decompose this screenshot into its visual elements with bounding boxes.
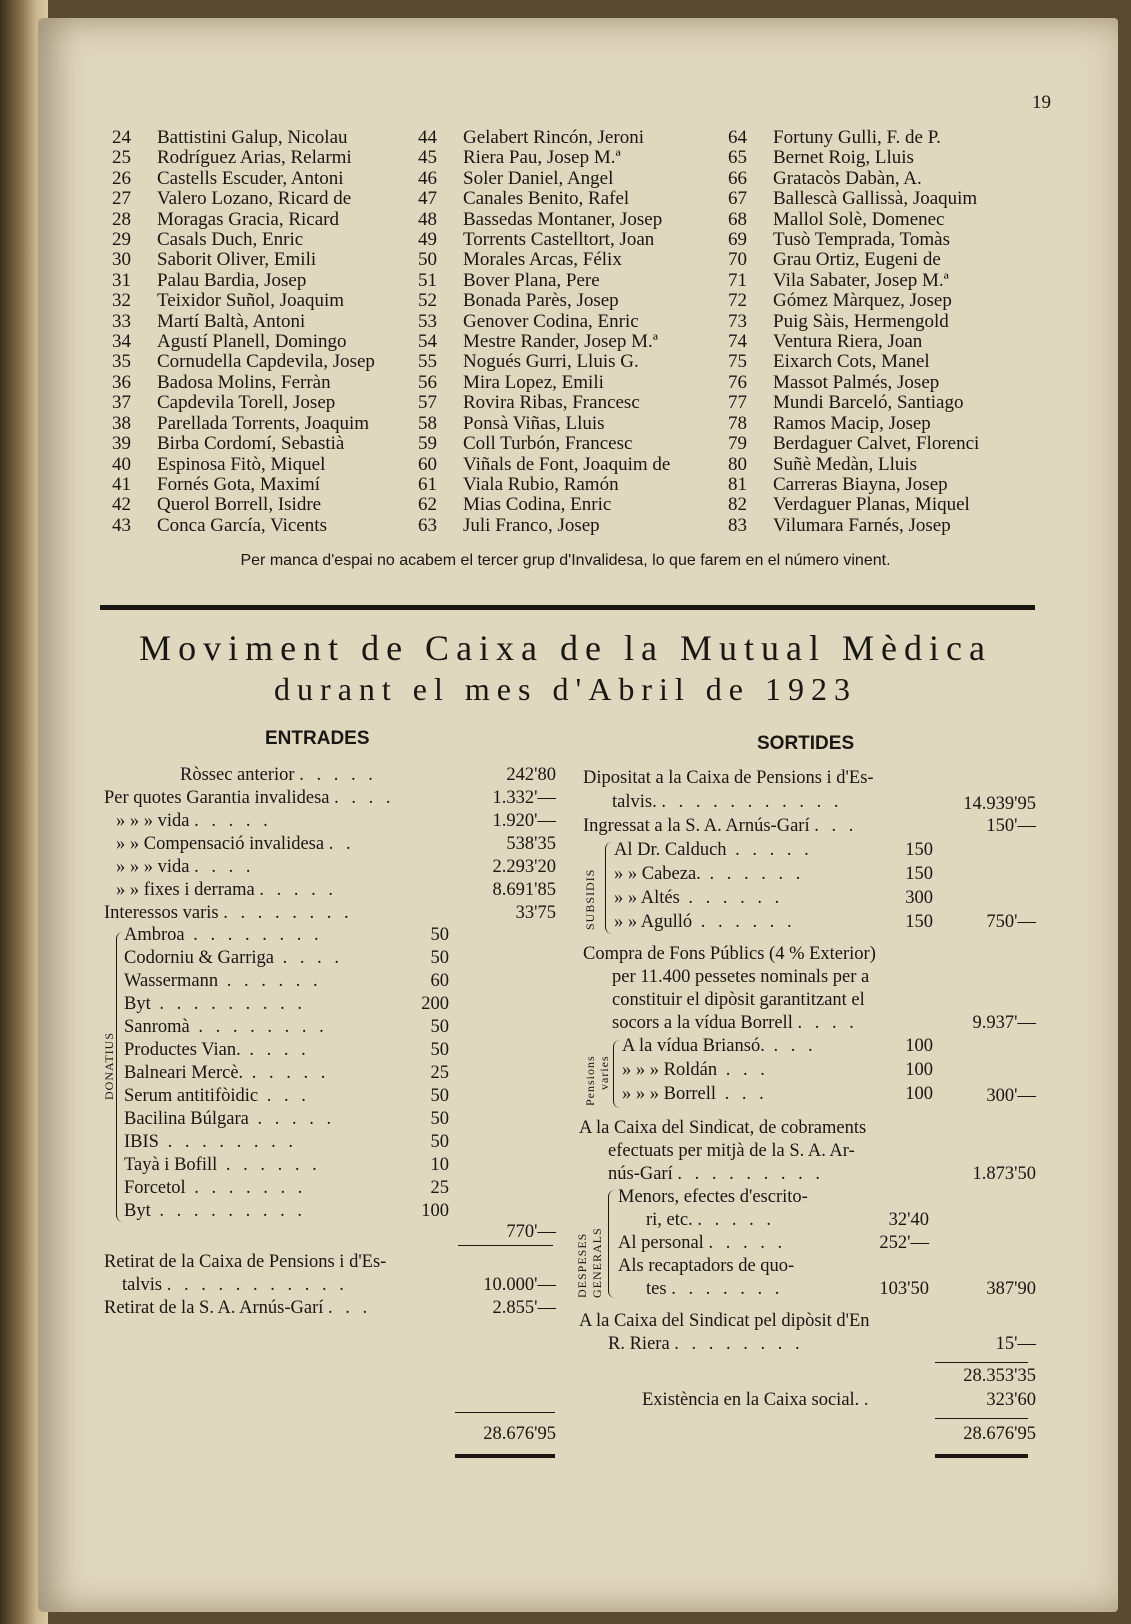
member-number: 76	[728, 371, 747, 393]
member-row	[418, 189, 670, 209]
donatiu-name: Forcetol . . . . . . .	[124, 1178, 307, 1198]
member-row	[112, 414, 375, 434]
member-name: Ponsà Viñas, Lluis	[463, 412, 605, 434]
subsidi-amount: 150	[905, 840, 933, 860]
member-row	[728, 169, 979, 189]
member-number: 29	[112, 229, 131, 251]
member-number: 31	[112, 269, 131, 291]
member-name: Rodríguez Arias, Relarmi	[157, 147, 352, 169]
pension-amount: 100	[905, 1036, 933, 1056]
entry-amount: 1.332'—	[492, 788, 556, 808]
member-row	[418, 352, 670, 372]
member-row	[728, 516, 979, 536]
member-row	[112, 475, 375, 495]
despeses-label: GENERALS	[590, 1227, 604, 1298]
member-row	[112, 189, 375, 209]
entry-label: » » » vida . . . . .	[116, 811, 272, 831]
member-row	[112, 516, 375, 536]
member-name: Casals Duch, Enric	[157, 229, 304, 251]
donatiu-name: Tayà i Bofill . . . . . .	[124, 1155, 321, 1175]
member-row	[728, 475, 979, 495]
member-number: 75	[728, 351, 747, 373]
entry-amount: 1.873'50	[972, 1164, 1036, 1184]
subsidi-name: » » Agulló . . . . . .	[614, 912, 796, 932]
member-name: Moragas Gracia, Ricard	[157, 208, 340, 230]
member-name: Ventura Riera, Joan	[773, 331, 923, 353]
pension-name: » » » Borrell . . .	[622, 1084, 768, 1104]
member-name: Gómez Màrquez, Josep	[773, 290, 952, 312]
donatiu-amount: 25	[430, 1063, 449, 1083]
member-row	[728, 291, 979, 311]
member-number: 26	[112, 167, 131, 189]
member-name: Saborit Oliver, Emili	[157, 249, 317, 271]
member-name: Bonada Parès, Josep	[463, 290, 619, 312]
entry-label: Retirat de la Caixa de Pensions i d'Es-	[104, 1252, 387, 1272]
member-number: 62	[418, 494, 437, 516]
member-row	[728, 250, 979, 270]
pension-amount: 100	[905, 1084, 933, 1104]
member-name: Mira Lopez, Emili	[463, 371, 604, 393]
entry-label: Als recaptadors de quo-	[618, 1256, 795, 1276]
entry-amount: 323'60	[986, 1390, 1036, 1410]
member-number: 33	[112, 310, 131, 332]
member-number: 34	[112, 331, 131, 353]
sortides-subtotal: 28.353'35	[963, 1366, 1036, 1386]
subsidis-label: SUBSIDIS	[583, 868, 597, 930]
member-name: Querol Borrell, Isidre	[157, 494, 322, 516]
entry-amount: 9.937'—	[972, 1013, 1036, 1033]
donatius-bracket	[116, 932, 123, 1222]
entry-label: Al personal . . . . .	[618, 1233, 787, 1253]
donatiu-name: Ambroa . . . . . . . .	[124, 925, 323, 945]
entry-label: » » fixes i derrama . . . . .	[116, 880, 337, 900]
member-row	[728, 393, 979, 413]
member-row	[728, 271, 979, 291]
despeses-total: 387'90	[986, 1279, 1036, 1299]
member-row	[112, 352, 375, 372]
entry-amount: 1.920'—	[492, 811, 556, 831]
member-row	[728, 332, 979, 352]
member-number: 39	[112, 433, 131, 455]
entry-label: Ròssec anterior . . . . .	[180, 765, 377, 785]
member-row	[112, 312, 375, 332]
member-row	[112, 455, 375, 475]
member-name: Torrents Castelltort, Joan	[463, 229, 655, 251]
member-number: 81	[728, 473, 747, 495]
donatiu-name: Bacilina Búlgara . . . . .	[124, 1109, 336, 1129]
member-name: Conca García, Vicents	[157, 514, 327, 536]
donatiu-amount: 50	[430, 1132, 449, 1152]
member-row	[418, 291, 670, 311]
member-row	[112, 250, 375, 270]
member-row	[418, 414, 670, 434]
member-row	[728, 434, 979, 454]
donatiu-name: Productes Vian. . . . .	[124, 1040, 310, 1060]
member-name: Fornés Gota, Maximí	[157, 473, 321, 495]
entry-amount: 2.293'20	[492, 857, 556, 877]
entry-amount: 242'80	[506, 765, 556, 785]
member-name: Ballescà Gallissà, Joaquim	[773, 188, 978, 210]
member-number: 55	[418, 351, 437, 373]
subsidis-total: 750'—	[986, 912, 1036, 932]
sum-line	[458, 1245, 553, 1246]
member-name: Ramos Macip, Josep	[773, 412, 931, 434]
member-name: Cornudella Capdevila, Josep	[157, 351, 375, 373]
donatiu-name: Sanromà . . . . . . . .	[124, 1017, 328, 1037]
member-name: Capdevila Torell, Josep	[157, 392, 336, 414]
member-row	[728, 312, 979, 332]
member-row	[418, 475, 670, 495]
member-name: Eixarch Cots, Manel	[773, 351, 930, 373]
member-row	[112, 169, 375, 189]
sum-line	[455, 1412, 555, 1413]
member-row	[418, 230, 670, 250]
member-row	[418, 312, 670, 332]
member-number: 53	[418, 310, 437, 332]
donatiu-amount: 50	[430, 925, 449, 945]
member-number: 25	[112, 147, 131, 169]
entry-label: constituir el dipòsit garantitzant el	[612, 990, 865, 1010]
member-number: 28	[112, 208, 131, 230]
member-row	[112, 393, 375, 413]
member-number: 70	[728, 249, 747, 271]
member-number: 44	[418, 127, 437, 148]
donatiu-name: Balneari Mercè. . . . . .	[124, 1063, 330, 1083]
donatiu-name: Byt . . . . . . . . .	[124, 994, 306, 1014]
member-number: 63	[418, 514, 437, 536]
member-row	[418, 434, 670, 454]
member-number: 72	[728, 290, 747, 312]
member-number: 67	[728, 188, 747, 210]
entry-label: socors a la vídua Borrell . . . .	[612, 1013, 858, 1033]
entry-label: Existència en la Caixa social. .	[642, 1390, 873, 1410]
member-name: Viala Rubio, Ramón	[463, 473, 619, 495]
member-number: 51	[418, 269, 437, 291]
entry-label: A la Caixa del Sindicat pel dipòsit d'En	[579, 1311, 870, 1331]
member-number: 54	[418, 331, 437, 353]
member-number: 47	[418, 188, 437, 210]
member-number: 79	[728, 433, 747, 455]
subsidi-name: Al Dr. Calduch . . . . .	[614, 840, 813, 860]
page-number: 19	[1032, 92, 1051, 113]
member-number: 46	[418, 167, 437, 189]
entry-label: Menors, efectes d'escrito-	[618, 1187, 808, 1207]
despeses-bracket	[608, 1190, 615, 1298]
member-row	[418, 455, 670, 475]
member-row	[112, 230, 375, 250]
entry-label: ri, etc. . . . . .	[646, 1210, 775, 1230]
entrades-total: 28.676'95	[483, 1424, 556, 1444]
member-name: Teixidor Suñol, Joaquim	[157, 290, 345, 312]
member-name: Grau Ortiz, Eugeni de	[773, 249, 941, 271]
entry-label: R. Riera . . . . . . . .	[608, 1334, 804, 1354]
donatiu-amount: 50	[430, 1040, 449, 1060]
member-name: Badosa Molins, Ferràn	[157, 371, 331, 393]
pension-amount: 100	[905, 1060, 933, 1080]
member-number: 30	[112, 249, 131, 271]
member-name: Mallol Solè, Domenec	[773, 208, 945, 230]
entry-amount: 15'—	[995, 1334, 1036, 1354]
member-row	[728, 128, 979, 148]
member-number: 36	[112, 371, 131, 393]
member-row	[112, 495, 375, 515]
member-name: Puig Sàis, Hermengold	[773, 310, 949, 332]
member-number: 73	[728, 310, 747, 332]
member-row	[418, 148, 670, 168]
member-row	[728, 495, 979, 515]
member-name: Juli Franco, Josep	[463, 514, 600, 536]
member-name: Palau Bardia, Josep	[157, 269, 307, 291]
donatiu-name: Byt . . . . . . . . .	[124, 1201, 306, 1221]
member-name: Mundi Barceló, Santiago	[773, 392, 964, 414]
member-name: Agustí Planell, Domingo	[157, 331, 347, 353]
member-row	[112, 373, 375, 393]
member-number: 41	[112, 473, 131, 495]
member-name: Suñè Medàn, Lluis	[773, 453, 918, 475]
entry-label: talvis. . . . . . . . . . . .	[612, 792, 843, 812]
member-name: Riera Pau, Josep M.ª	[463, 147, 621, 169]
member-number: 38	[112, 412, 131, 434]
member-number: 78	[728, 412, 747, 434]
entry-amount: 538'35	[506, 834, 556, 854]
member-number: 83	[728, 514, 747, 536]
member-name: Rovira Ribas, Francesc	[463, 392, 640, 414]
member-row	[728, 414, 979, 434]
member-name: Nogués Gurri, Lluis G.	[463, 351, 639, 373]
member-number: 32	[112, 290, 131, 312]
pension-name: » » » Roldán . . .	[622, 1060, 769, 1080]
entry-amount: 103'50	[879, 1279, 929, 1299]
member-number: 59	[418, 433, 437, 455]
member-row	[728, 210, 979, 230]
member-number: 66	[728, 167, 747, 189]
entry-label: » » » vida . . . .	[116, 857, 255, 877]
member-name: Gratacòs Dabàn, A.	[773, 167, 922, 189]
member-name: Tusò Temprada, Tomàs	[773, 229, 950, 251]
entry-label: Per quotes Garantia invalidesa . . . .	[104, 788, 395, 808]
entry-label: nús-Garí . . . . . . . . .	[608, 1164, 824, 1184]
member-row	[728, 373, 979, 393]
member-name: Morales Arcas, Félix	[463, 249, 622, 271]
member-row	[418, 169, 670, 189]
sum-line	[935, 1418, 1028, 1419]
donatius-total: 770'—	[506, 1222, 556, 1242]
entry-amount: 150'—	[986, 816, 1036, 836]
member-name: Vilumara Farnés, Josep	[773, 514, 951, 536]
member-name: Coll Turbón, Francesc	[463, 433, 633, 455]
member-row	[112, 332, 375, 352]
member-number: 52	[418, 290, 437, 312]
sum-line	[935, 1362, 1028, 1363]
member-name: Bover Plana, Pere	[463, 269, 600, 291]
member-list-column-3	[728, 128, 979, 536]
pensions-label: varies	[597, 1055, 611, 1090]
member-number: 49	[418, 229, 437, 251]
member-number: 68	[728, 208, 747, 230]
member-name: Bassedas Montaner, Josep	[463, 208, 663, 230]
member-number: 35	[112, 351, 131, 373]
member-number: 43	[112, 514, 131, 536]
entry-amount: 10.000'—	[483, 1275, 556, 1295]
sortides-total: 28.676'95	[963, 1424, 1036, 1444]
member-name: Genover Codina, Enric	[463, 310, 639, 332]
member-row	[112, 434, 375, 454]
despeses-label: DESPESES	[575, 1232, 589, 1298]
member-name: Martí Baltà, Antoni	[157, 310, 306, 332]
entry-label: Compra de Fons Públics (4 % Exterior)	[583, 944, 876, 964]
member-number: 45	[418, 147, 437, 169]
member-name: Carreras Biayna, Josep	[773, 473, 948, 495]
member-name: Espinosa Fitò, Miquel	[157, 453, 326, 475]
member-name: Viñals de Font, Joaquim de	[463, 453, 671, 475]
member-name: Soler Daniel, Angel	[463, 167, 614, 189]
member-number: 27	[112, 188, 131, 210]
donatiu-name: Codorniu & Garriga . . . .	[124, 948, 344, 968]
member-row	[418, 393, 670, 413]
member-name: Canales Benito, Rafel	[463, 188, 630, 210]
member-name: Castells Escuder, Antoni	[157, 167, 344, 189]
subsidis-bracket	[605, 842, 612, 934]
member-row	[112, 148, 375, 168]
member-number: 50	[418, 249, 437, 271]
section-divider	[100, 605, 1035, 610]
member-row	[112, 271, 375, 291]
member-number: 61	[418, 473, 437, 495]
subsidi-amount: 150	[905, 912, 933, 932]
donatius-label: DONATIUS	[102, 1032, 116, 1100]
donatiu-amount: 50	[430, 1017, 449, 1037]
donatiu-name: Serum antitifòidic . . .	[124, 1086, 310, 1106]
entry-label: Retirat de la S. A. Arnús-Garí . . .	[104, 1298, 372, 1318]
member-number: 57	[418, 392, 437, 414]
member-number: 69	[728, 229, 747, 251]
entry-label: Interessos varis . . . . . . . .	[104, 903, 353, 923]
entry-amount: 32'40	[888, 1210, 929, 1230]
member-row	[728, 189, 979, 209]
donatiu-name: Wassermann . . . . . .	[124, 971, 322, 991]
member-name: Verdaguer Planas, Miquel	[773, 494, 970, 516]
entry-amount: 14.939'95	[963, 794, 1036, 814]
entry-amount: 33'75	[515, 903, 556, 923]
pension-name: A la vídua Briansó. . . .	[622, 1036, 817, 1056]
member-number: 64	[728, 127, 747, 148]
member-number: 58	[418, 412, 437, 434]
member-row	[728, 455, 979, 475]
member-name: Parellada Torrents, Joaquim	[157, 412, 370, 434]
member-number: 80	[728, 453, 747, 475]
donatiu-amount: 60	[430, 971, 449, 991]
donatiu-amount: 25	[430, 1178, 449, 1198]
member-number: 48	[418, 208, 437, 230]
page-subtitle: durant el mes d'Abril de 1923	[274, 671, 857, 707]
member-number: 60	[418, 453, 437, 475]
donatiu-amount: 50	[430, 1086, 449, 1106]
entry-label: efectuats per mitjà de la S. A. Ar-	[608, 1141, 855, 1161]
entry-label: Dipositat a la Caixa de Pensions i d'Es-	[583, 768, 874, 788]
sortides-heading: SORTIDES	[757, 733, 855, 754]
entry-label: tes . . . . . . .	[646, 1279, 784, 1299]
total-rule	[935, 1454, 1028, 1458]
donatiu-name: IBIS . . . . . . . .	[124, 1132, 297, 1152]
member-row	[112, 128, 375, 148]
member-row	[418, 250, 670, 270]
member-number: 37	[112, 392, 131, 414]
member-name: Bernet Roig, Lluis	[773, 147, 914, 169]
member-name: Mias Codina, Enric	[463, 494, 612, 516]
member-name: Berdaguer Calvet, Florenci	[773, 433, 980, 455]
subsidi-name: » » Altés . . . . . .	[614, 888, 784, 908]
entrades-heading: ENTRADES	[265, 728, 370, 749]
member-row	[418, 128, 670, 148]
member-name: Gelabert Rincón, Jeroni	[463, 127, 644, 148]
pensions-bracket	[613, 1040, 620, 1108]
entry-label: talvis . . . . . . . . . . .	[122, 1275, 348, 1295]
donatiu-amount: 200	[421, 994, 449, 1014]
member-number: 71	[728, 269, 747, 291]
member-row	[728, 148, 979, 168]
member-number: 74	[728, 331, 747, 353]
member-number: 65	[728, 147, 747, 169]
member-name: Valero Lozano, Ricard de	[157, 188, 352, 210]
member-row	[418, 210, 670, 230]
member-row	[418, 332, 670, 352]
entry-amount: 2.855'—	[492, 1298, 556, 1318]
entry-label: per 11.400 pessetes nominals per a	[612, 967, 870, 987]
member-row	[728, 352, 979, 372]
note-text: Per manca d'espai no acabem el tercer grup d'Invalidesa, lo que farem en el número vinent.	[240, 552, 891, 569]
member-name: Mestre Rander, Josep M.ª	[463, 331, 658, 353]
member-name: Battistini Galup, Nicolau	[157, 127, 348, 148]
pensions-total: 300'—	[986, 1086, 1036, 1106]
member-number: 56	[418, 371, 437, 393]
member-row	[418, 271, 670, 291]
member-row	[728, 230, 979, 250]
member-name: Fortuny Gulli, F. de P.	[773, 127, 941, 148]
donatiu-amount: 50	[430, 1109, 449, 1129]
total-rule	[455, 1454, 555, 1458]
member-name: Massot Palmés, Josep	[773, 371, 940, 393]
member-row	[112, 291, 375, 311]
pensions-label: Pensions	[583, 1055, 597, 1106]
entry-amount: 8.691'85	[492, 880, 556, 900]
donatiu-amount: 100	[421, 1201, 449, 1221]
member-row	[112, 210, 375, 230]
member-row	[418, 373, 670, 393]
entry-amount: 252'—	[879, 1233, 929, 1253]
member-number: 82	[728, 494, 747, 516]
member-list-column-1	[112, 128, 375, 536]
entry-label: » » Compensació invalidesa . .	[116, 834, 355, 854]
member-number: 24	[112, 127, 131, 148]
member-list-column-2	[418, 128, 670, 536]
member-row	[418, 495, 670, 515]
member-name: Vila Sabater, Josep M.ª	[773, 269, 949, 291]
member-row	[418, 516, 670, 536]
member-name: Birba Cordomí, Sebastià	[157, 433, 345, 455]
entry-label: Ingressat a la S. A. Arnús-Garí . . .	[583, 816, 858, 836]
page-title: Moviment de Caixa de la Mutual Mèdica	[139, 628, 992, 668]
subsidi-amount: 300	[905, 888, 933, 908]
member-number: 77	[728, 392, 747, 414]
donatiu-amount: 10	[430, 1155, 449, 1175]
entry-label: A la Caixa del Sindicat, de cobraments	[579, 1118, 867, 1138]
member-number: 42	[112, 494, 131, 516]
subsidi-amount: 150	[905, 864, 933, 884]
subsidi-name: » » Cabeza. . . . . . .	[614, 864, 805, 884]
donatiu-amount: 50	[430, 948, 449, 968]
member-number: 40	[112, 453, 131, 475]
